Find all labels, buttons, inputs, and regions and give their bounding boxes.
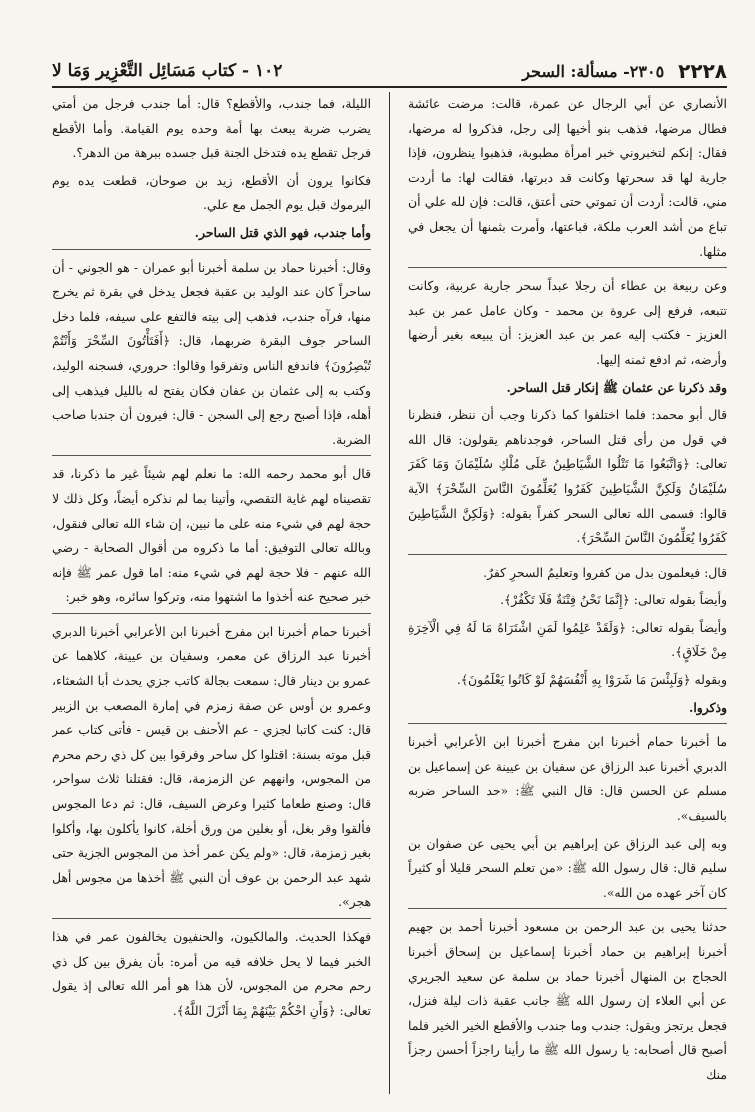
paragraph: أخبرنا حمام أخبرنا ابن مفرج أخبرنا ابن الأعرابي أخبرنا الدبري أخبرنا عبد الرزاق عن معمر، وسفيان بن عيينة، كلاهما عن عمرو بن دينار قال: سمعت بجالة كاتب جزي يحدث أبا الشعثاء، وعمرو بن أوس عن صفة زمزم في إمارة المصعب بن الزبير قال: كنت كاتبا لجزي - عم الأحنف بن قيس - فأتى كتاب عمر قبل موته بسنة: اقتلوا كل ساحر وفرقوا بين كل ذي رحم محرم من المجوس، وانههم عن الزمزمة، قال: فقتلنا ثلاث سواحر، قال: وصنع طعاما كثيرا وعرض السيف، قال: ثم دعا المجوس فألقوا وقر بغل، أو بغلين من ورق أخلة، كانوا يأكلون بها، وأكلوا بغير زمزمة، قال: «ولم يكن عمر أخذ من المجوس الجزية حتى شهد عبد الرحمن بن عوف أن النبي ﷺ أخذها من مجوس أهل هجر». (52, 620, 371, 919)
paragraph: وأيضاً بقوله تعالى: ﴿إِنَّمَا نَحْنُ فِتْنَةٌ فَلَا تَكْفُرْ﴾. (500, 592, 727, 608)
paragraph: وبقوله ﴿وَلَبِئْسَ مَا شَرَوْا بِهِ أَنْفُسَهُمْ لَوْ كَانُوا يَعْلَمُونَ﴾. (456, 672, 727, 688)
paragraph: الأنصاري عن أبي الرجال عن عمرة، قالت: مرضت عائشة فطال مرضها، فذهب بنو أخيها إلى رجل، فذكروا له مرضها، فقال: إنكم لتخبروني خبر امرأة مطبوبة، فذهبوا ينظرون، فإذا جارية لها قد سحرتها وكانت قد دبرتها، فقالت لها: ما أردت مني، قالت: أردت أن تموتي حتى أعتق، قالت: فإن لله علي أن تباع من أشد العرب ملكة، فباعتها، وأمرت بثمنها أن يجعل في مثلها. (408, 92, 727, 268)
header-left-group (522, 59, 727, 83)
paragraph: قال: فيعلمون بدل من كفروا وتعليمُ السحرِ كفرٌ. (483, 564, 727, 580)
right-column (408, 92, 727, 1094)
paragraph: الليلة، فما جندب، والأقطع؟ قال: أما جندب فرجل من أمتي يضرب ضربة يبعث بها أمة وحده يوم القيامة. وأما الأقطع فرجل تقطع يده فتدخل الجنة قبل جسده ببرهة من الدهر؟. (52, 96, 372, 161)
paragraph: وعن ربيعة بن عطاء أن رجلا عبداً سحر جارية عربية، وكانت تتبعه، فرفع إلى عروة بن محمد - وكان عامل عمر بن عبد العزيز - فكتب إليه عمر بن عبد العزيز: أن يبيعه بغير أرضها وأرضه، ثم ادفع ثمنه إليها. (407, 278, 727, 367)
page-number: ٢٢٢٨ (678, 59, 727, 83)
page-header (52, 56, 727, 88)
paragraph: وذكروا. (408, 696, 727, 725)
paragraph: وأيضاً بقوله تعالى: ﴿وَلَقَدْ عَلِمُوا لَمَنِ اشْتَرَاهُ مَا لَهُ فِي الْآخِرَةِ مِنْ خَلَاقٍ﴾. (407, 619, 727, 660)
paragraph: ما أخبرنا حمام أخبرنا ابن مفرج أخبرنا ابن الأعرابي أخبرنا الدبري أخبرنا عبد الرزاق عن سفيان بن عيينة عن إسماعيل بن مسلم عن الحسن قال: قال النبي ﷺ: «حد الساحر ضربه بالسيف». (407, 734, 727, 824)
text-columns (52, 92, 727, 1094)
paragraph: وأما جندب، فهو الذي قتل الساحر. (52, 221, 371, 250)
running-title-book: ١٠٢ - كتاب مَسَائِل التَّعْزِير وَمَا لا (52, 61, 283, 81)
running-title-chapter: ٢٣٠٥- مسألة: السحر (522, 61, 665, 81)
column-divider (389, 92, 390, 1094)
paragraph: وقال: أخبرنا حماد بن سلمة أخبرنا أبو عمران - هو الجوني - أن ساحراً كان عند الوليد بن عقبة فجعل يدخل في بقرة ثم يخرج منها، فرآه جندب، فذهب إلى بيته فالتفع على سيفه، فلما دخل الساحر جوف البقرة ضربهما، قال: ﴿أَفَتَأْتُونَ السِّحْرَ وَأَنْتُمْ تُبْصِرُونَ﴾ فاندفع الناس وتفرقوا وقالوا: حروري، فسجنه الوليد، وكتب به إلى عثمان بن عفان فكان يفتح له بالليل فيذهب إلى أهله، فإذا أصبح رجع إلى السجن - قال: فيرون أن جندبا صاحب الضربة. (52, 256, 371, 457)
paragraph: قال أبو محمد رحمه الله: ما نعلم لهم شيئاً غير ما ذكرنا، قد تقصيناه لهم غاية التقصي، وأتينا بما لم نذكره أيضاً، وكل ذلك لا حجة لهم في شيء منه على ما نبين، إن شاء الله تعالى فنقول، وبالله تعالى التوفيق: أما ما ذكروه من أقوال الصحابة - رضي الله عنهم - فلا حجة لهم في شيء منه: اما قول عمر ﷺ فإنه خبر صحيح عنه أخذوا ما اشتهوا منه، وتركوا سائره، وهو خبر: (52, 462, 371, 614)
left-column (52, 92, 371, 1094)
paragraph: فهكذا الحديث. والمالكيون، والحنفيون يخالفون عمر في هذا الخبر فيما لا يحل خلافه فيه من أمره: بأن يفرق بين كل ذي رحم محرم من المجوس، لأن هذا هو أمر الله تعالى إذ يقول تعالى: ﴿وَأَنِ احْكُمْ بَيْنَهُمْ بِمَا أَنْزَلَ اللَّهُ﴾. (52, 929, 372, 1018)
paragraph: قال أبو محمد: فلما اختلفوا كما ذكرنا وجب أن ننظر، فنظرنا في قول من رأى قتل الساحر، فوجدناهم يقولون: قال الله تعالى: ﴿وَاتَّبَعُوا مَا تَتْلُوا الشَّيَاطِينُ عَلَى مُلْكِ سُلَيْمَانَ وَمَا كَفَرَ سُلَيْمَانُ وَلَكِنَّ الشَّيَاطِينَ كَفَرُوا يُعَلِّمُونَ النَّاسَ السِّحْرَ﴾ الآية قالوا: فسمى الله تعالى السحر كفراً بقوله: ﴿وَلَكِنَّ الشَّيَاطِينَ كَفَرُوا يُعَلِّمُونَ النَّاسَ السِّحْرَ﴾. (408, 403, 727, 555)
paragraph: وقد ذكرنا عن عثمان ﷺ إنكار قتل الساحر. (506, 379, 727, 395)
paragraph: وبه إلى عبد الرزاق عن إبراهيم بن أبي يحيى عن صفوان بن سليم قال: قال رسول الله ﷺ: «من تعلم السحر قليلا أو كثيراً كان آخر عهده من الله». (408, 832, 727, 910)
paragraph: فكانوا يرون أن الأقطع، زيد بن صوحان، قطعت يده يوم اليرموك قبل يوم الجمل مع علي. (52, 172, 372, 213)
paragraph: حدثنا يحيى بن عبد الرحمن بن مسعود أخبرنا أحمد بن جهيم أخبرنا إبراهيم بن حماد أخبرنا إسماعيل بن إسحاق أخبرنا الحجاج بن المنهال أخبرنا حماد بن سلمة عن سعيد الجريري عن أبي العلاء إن رسول الله ﷺ جانب عقبة ذات ليلة فنزل، فجعل يرتجز ويقول: جندب وما جندب والأقطع الخير الخير فلما أصبح قال أصحابه: يا رسول الله ﷺ ما رأينا راجزاً أحسن رجزاً منك (407, 919, 727, 1082)
